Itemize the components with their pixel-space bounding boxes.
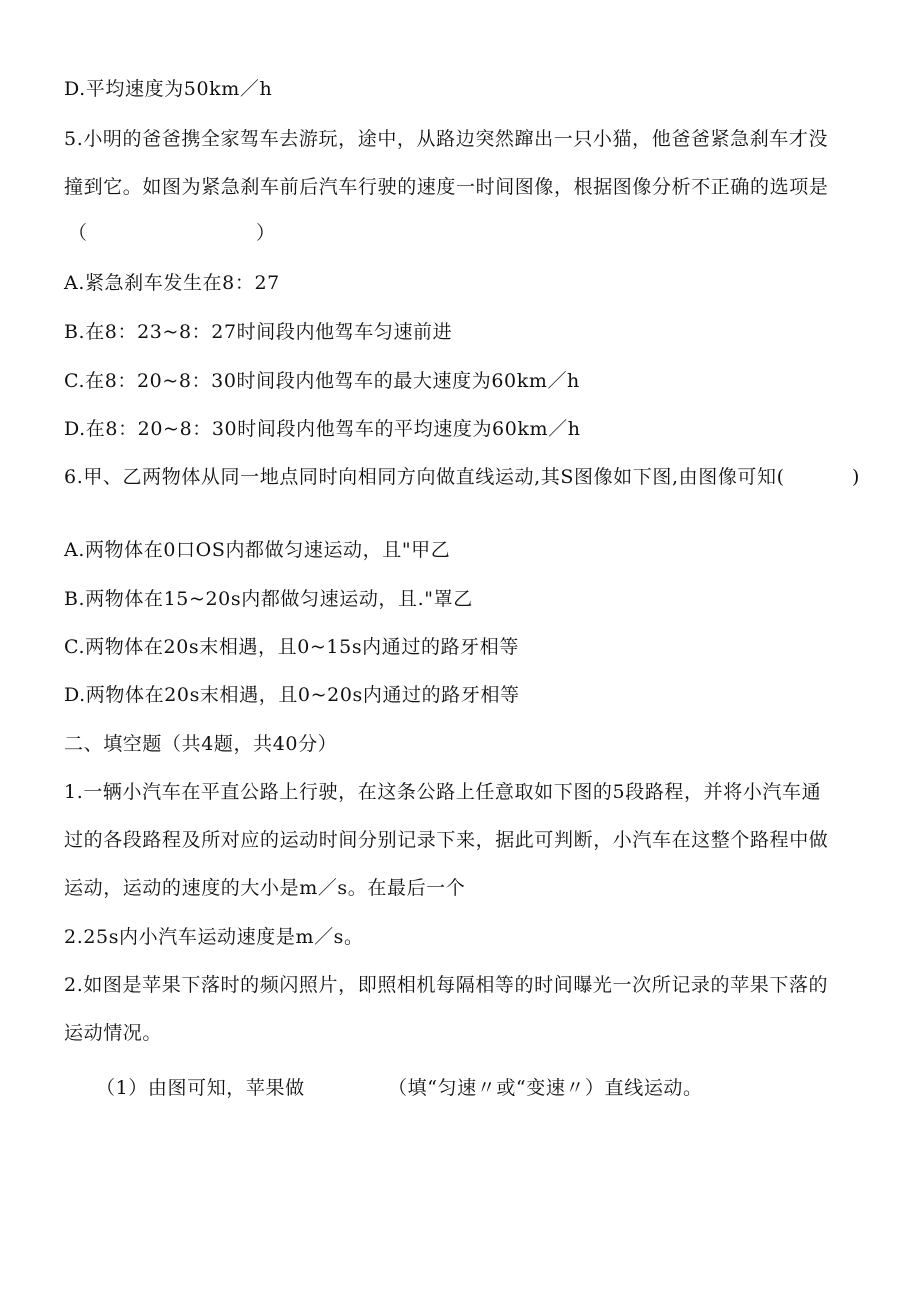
q6-option-d: D.两物体在20s末相遇，且0~20s内通过的路牙相等 [64,684,520,706]
fill-q1-line-4: 2.25s内小汽车运动速度是m／s。 [64,926,364,948]
fill-q2-sub-1-end: （填“匀速〃或“变速〃）直线运动。 [388,1077,703,1099]
q6-option-b: B.两物体在15~20s内都做匀速运动，且."罩乙 [64,588,473,610]
fill-q2-sub-1-start: （1）由图可知，苹果做 [96,1077,305,1099]
fill-q2-line-2: 运动情况。 [64,1022,163,1044]
q4-option-d: D.平均速度为50km／h [64,78,273,100]
fill-q1-line-1: 1.一辆小汽车在平直公路上行驶，在这条公路上任意取如下图的5段路程，并将小汽车通 [64,781,822,803]
q5-stem-line-2: 撞到它。如图为紧急刹车前后汽车行驶的速度一时间图像，根据图像分析不正确的选项是 [64,176,829,198]
q5-option-d: D.在8：20~8：30时间段内他驾车的平均速度为60km／h [64,418,581,440]
q5-answer-paren-close: ） [256,222,276,244]
q5-answer-paren-open: （ [68,222,88,244]
q5-option-b: B.在8：23~8：27时间段内他驾车匀速前进 [64,321,453,343]
fill-q1-line-3: 运动，运动的速度的大小是m／s。在最后一个 [64,877,466,899]
q6-option-a: A.两物体在0口OS内都做匀速运动，且"甲乙 [64,539,451,561]
q5-option-a: A.紧急刹车发生在8：27 [64,272,280,294]
fill-q1-line-2: 过的各段路程及所对应的运动时间分别记录下来，据此可判断，小汽车在这整个路程中做 [64,829,829,851]
q5-stem-line-1: 5.小明的爸爸携全家驾车去游玩，途中，从路边突然蹿出一只小猫，他爸爸紧急刹车才没 [64,128,829,150]
q6-answer-paren-close: ) [852,466,860,488]
q6-stem: 6.甲、乙两物体从同一地点同时向相同方向做直线运动,其S图像如下图,由图像可知( [64,466,785,488]
fill-q2-line-1: 2.如图是苹果下落时的频闪照片，即照相机每隔相等的时间曝光一次所记录的苹果下落的 [64,974,829,996]
section-2-heading: 二、填空题（共4题，共40分） [64,733,338,755]
q5-option-c: C.在8：20~8：30时间段内他驾车的最大速度为60km／h [64,370,580,392]
q6-option-c: C.两物体在20s末相遇，且0~15s内通过的路牙相等 [64,636,519,658]
